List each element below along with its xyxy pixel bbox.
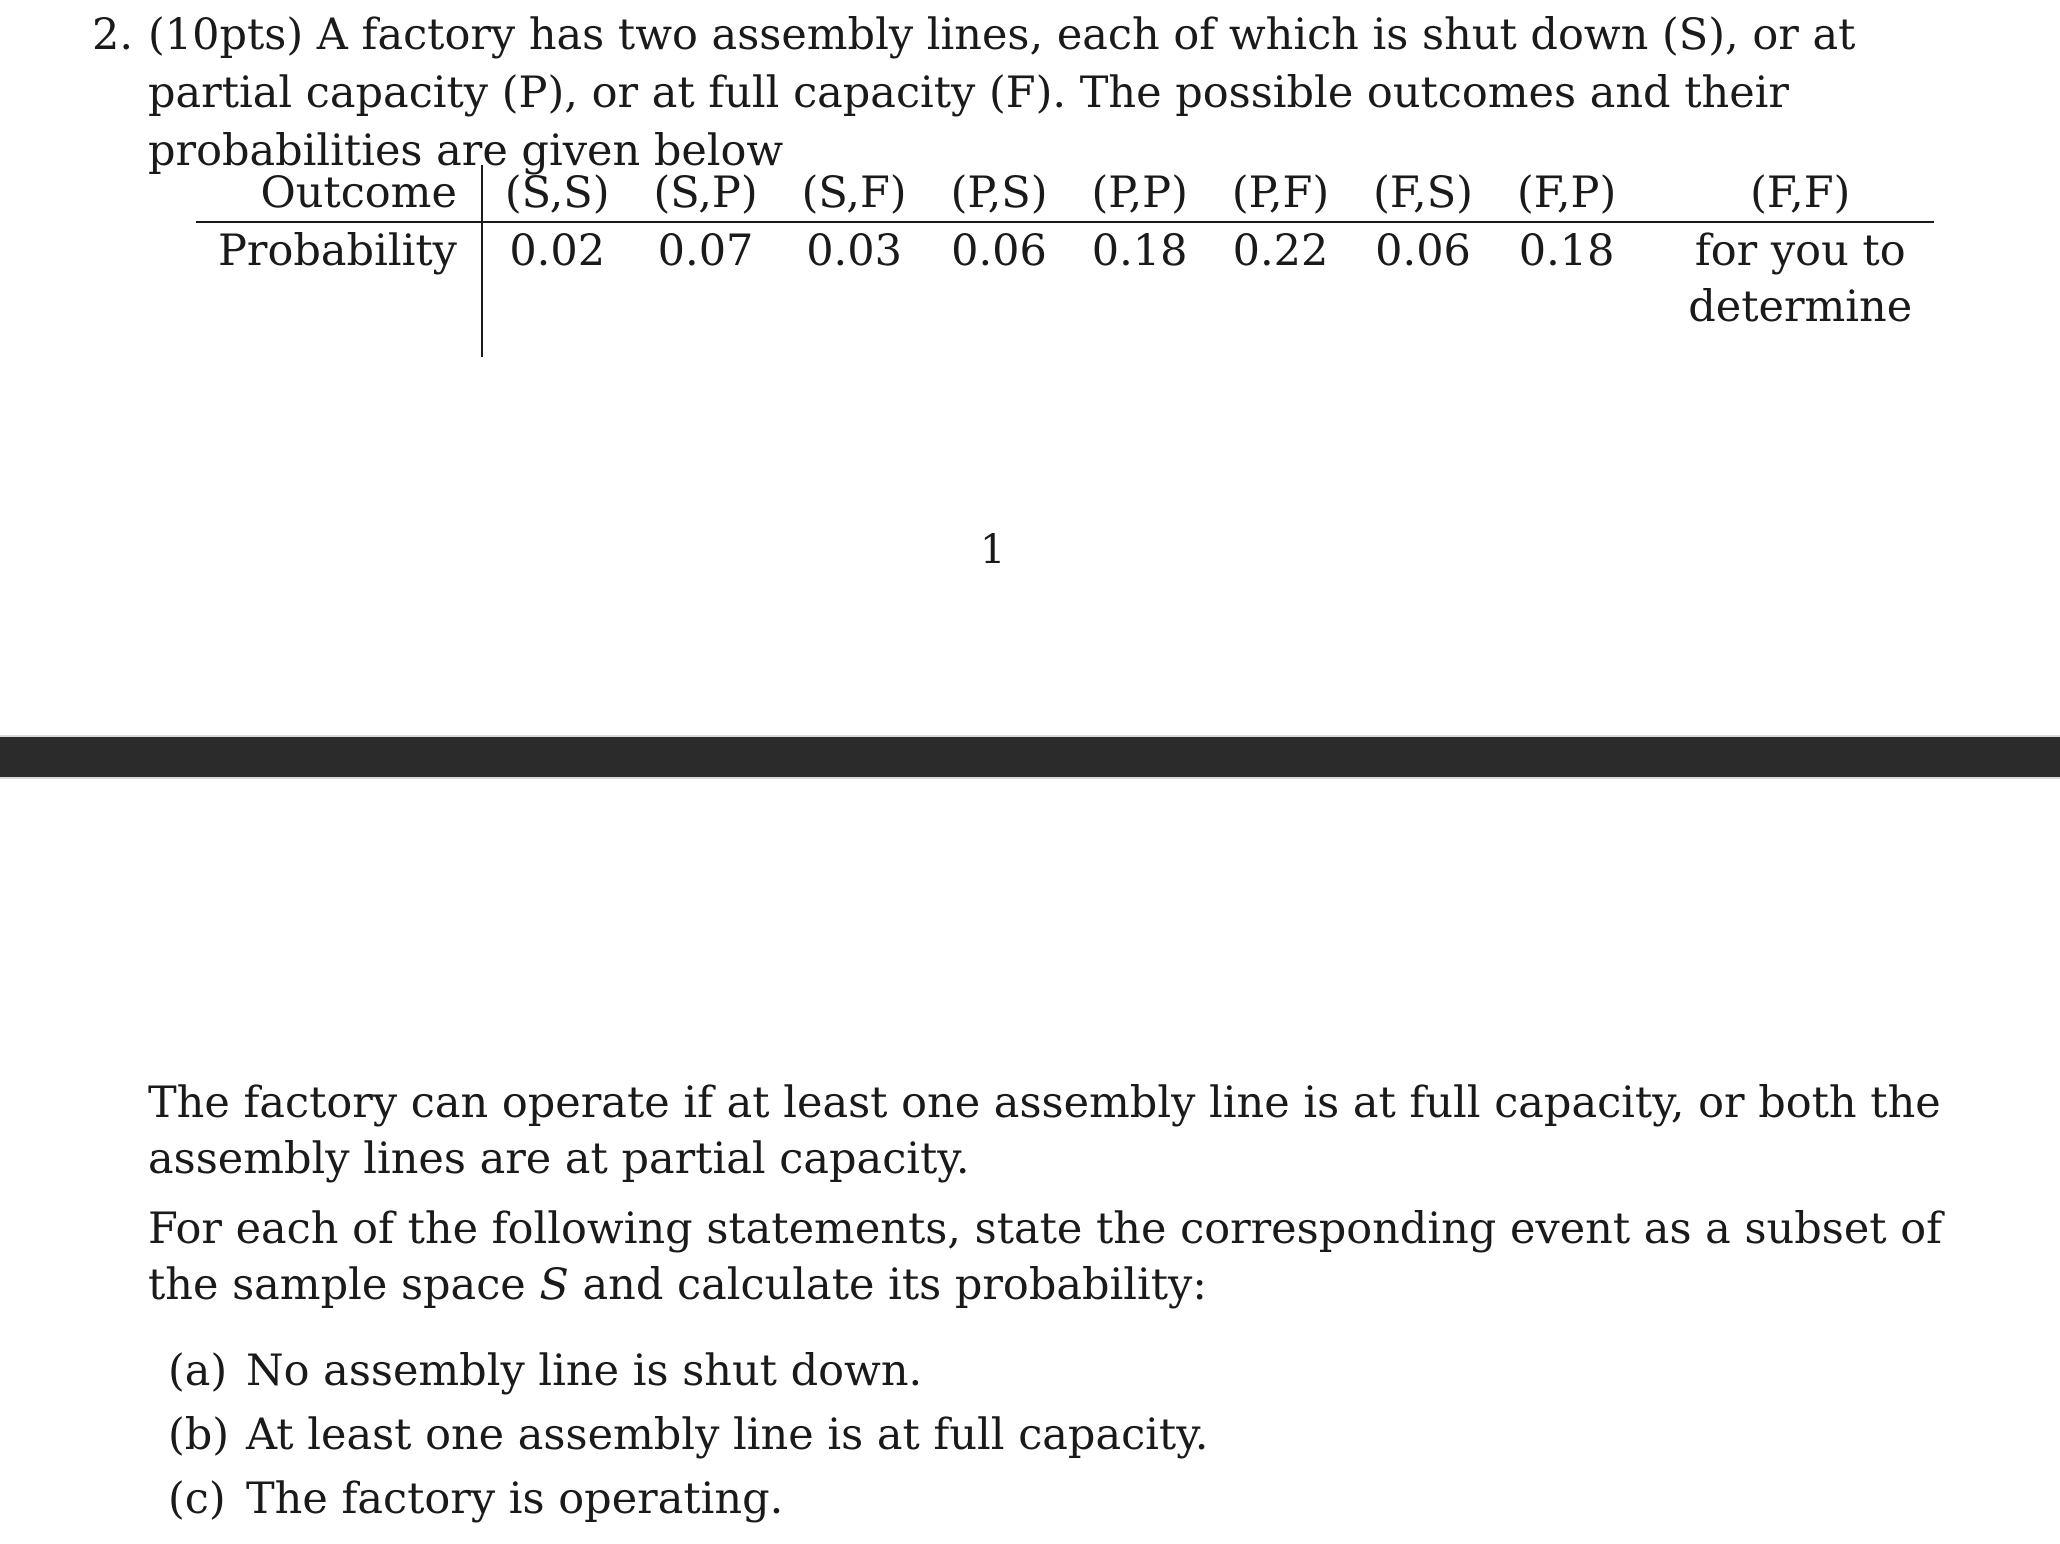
probability-cell: 0.06 bbox=[951, 226, 1047, 276]
probability-cell: 0.03 bbox=[806, 226, 902, 276]
part-text: At least one assembly line is at full capacity. bbox=[246, 1410, 1209, 1460]
outcome-cell: (P,S) bbox=[929, 165, 1070, 222]
outcome-cell: (S,P) bbox=[632, 165, 780, 222]
outcome-cell: (S,S) bbox=[482, 165, 632, 222]
outcome-label: Outcome bbox=[196, 165, 482, 222]
outcome-cell: (F,S) bbox=[1351, 165, 1495, 222]
probability-label: Probability bbox=[196, 222, 482, 335]
sample-space-symbol: S bbox=[539, 1260, 569, 1310]
probability-cell: 0.06 bbox=[1375, 226, 1471, 276]
probability-cell: for you to determine bbox=[1688, 226, 1913, 332]
outcome-cell: (P,P) bbox=[1069, 165, 1209, 222]
part-text: The factory is operating. bbox=[246, 1474, 784, 1524]
instruction-text-start: For each of the following statements, state the corresponding event as a subset of the sample space bbox=[148, 1204, 1943, 1310]
page-number: 1 bbox=[980, 527, 1006, 573]
probability-cell: 0.02 bbox=[509, 226, 606, 276]
instruction-text-end: and calculate its probability: bbox=[568, 1260, 1207, 1310]
list-item bbox=[168, 1467, 1208, 1531]
list-item bbox=[168, 1339, 1208, 1403]
page-2 bbox=[0, 779, 2060, 1544]
table-probability-row bbox=[196, 222, 1934, 335]
part-marker: (b) bbox=[168, 1410, 230, 1460]
question-parts-list bbox=[168, 1339, 1208, 1531]
outcome-cell: (F,F) bbox=[1638, 165, 1934, 222]
operate-condition-paragraph: The factory can operate if at least one assembly line is at full capacity, or both the assembly lines are at partial capacity. bbox=[148, 1078, 1941, 1184]
outcome-probability-table bbox=[196, 165, 1934, 357]
problem-number: 2. bbox=[92, 10, 134, 60]
problem-intro: (10pts) A factory has two assembly lines, each of which is shut down (S), or at partial capacity (P), or at full capacity (F). The possible outcomes and their probabilities are given below bbox=[148, 10, 1856, 176]
probability-cell: 0.18 bbox=[1518, 226, 1615, 276]
part-marker: (c) bbox=[168, 1474, 226, 1524]
probability-cell: 0.07 bbox=[657, 226, 754, 276]
problem-statement bbox=[92, 6, 1992, 180]
outcome-cell: (F,P) bbox=[1495, 165, 1638, 222]
outcome-cell: (S,F) bbox=[780, 165, 929, 222]
table-spacer-row bbox=[196, 335, 1934, 357]
outcome-cell: (P,F) bbox=[1210, 165, 1351, 222]
part-marker: (a) bbox=[168, 1346, 228, 1396]
part-text: No assembly line is shut down. bbox=[246, 1346, 923, 1396]
page-separator bbox=[0, 735, 2060, 779]
probability-cell: 0.18 bbox=[1091, 226, 1188, 276]
table-header-row bbox=[196, 165, 1934, 222]
instruction-paragraph bbox=[148, 1201, 1978, 1313]
probability-cell: 0.22 bbox=[1232, 226, 1329, 276]
page-1 bbox=[0, 0, 2060, 735]
list-item bbox=[168, 1403, 1208, 1467]
